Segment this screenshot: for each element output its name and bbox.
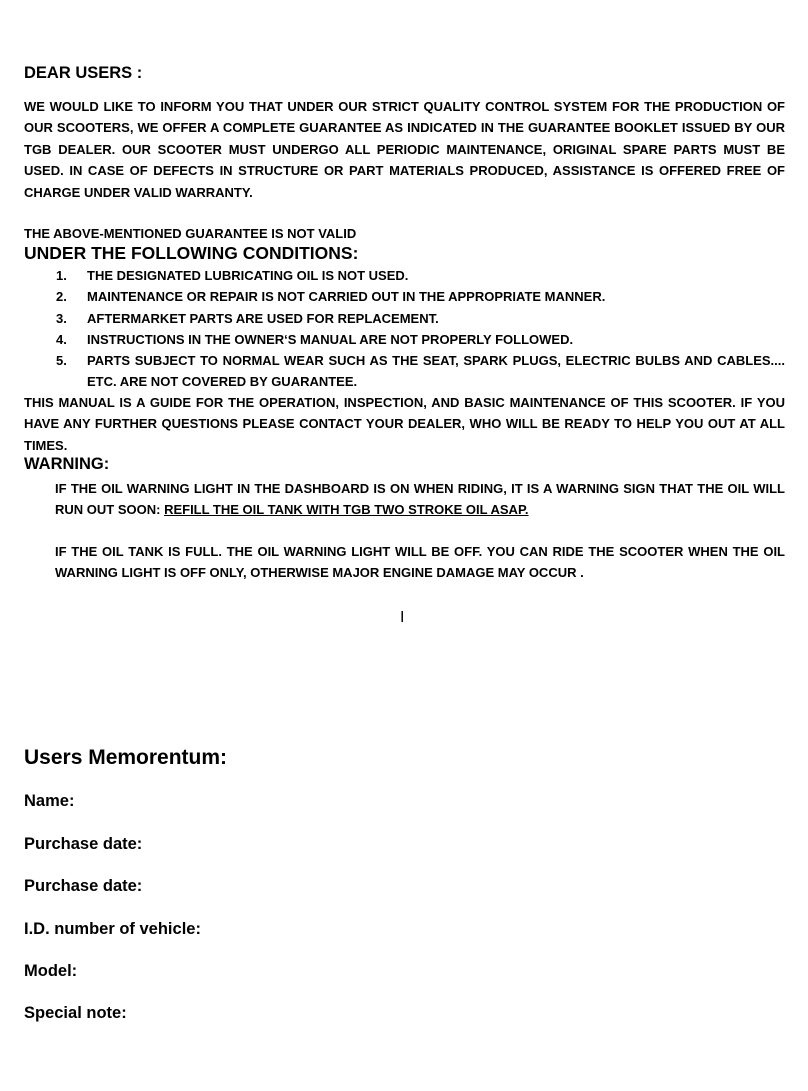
warning-paragraph-2: IF THE OIL TANK IS FULL. THE OIL WARNING LIGHT WILL BE OFF. YOU CAN RIDE THE SCOOTER WHEN THE OIL WARNING LIGHT IS OFF ONLY, OTHERWISE MAJOR ENGINE DAMAGE MAY OCCUR .: [55, 544, 785, 581]
memo-field-purchase-date-2: Purchase date:: [24, 877, 143, 895]
memo-field-name: Name:: [24, 792, 75, 810]
condition-number: 3.: [56, 310, 67, 326]
condition-text: AFTERMARKET PARTS ARE USED FOR REPLACEMENT.: [87, 310, 439, 326]
manual-note-paragraph: THIS MANUAL IS A GUIDE FOR THE OPERATION, INSPECTION, AND BASIC MAINTENANCE OF THIS SCOOTER. IF YOU HAVE ANY FURTHER QUESTIONS PLEASE CONTACT YOUR DEALER, WHO WILL BE READY TO HELP YOU OUT AT ALL TIMES.: [24, 395, 785, 453]
condition-item: [24, 265, 785, 286]
warning-heading: WARNING:: [24, 455, 110, 473]
condition-text: PARTS SUBJECT TO NORMAL WEAR SUCH AS THE SEAT, SPARK PLUGS, ELECTRIC BULBS AND CABLES.... ETC. ARE NOT COVERED BY GUARANTEE.: [87, 353, 785, 390]
condition-item: [24, 308, 785, 329]
condition-item: [24, 350, 785, 393]
condition-number: 1.: [56, 268, 67, 283]
condition-text: MAINTENANCE OR REPAIR IS NOT CARRIED OUT IN THE APPROPRIATE MANNER.: [87, 289, 606, 305]
intro-paragraph: WE WOULD LIKE TO INFORM YOU THAT UNDER OUR STRICT QUALITY CONTROL SYSTEM FOR THE PRODUCTION OF OUR SCOOTERS, WE OFFER A COMPLETE GUARANTEE AS INDICATED IN THE GUARANTEE BOOKLET ISSUED BY OUR TGB DEALER. OUR SCOOTER MUST UNDERGO ALL PERIODIC MAINTENANCE, ORIGINAL SPARE PARTS MUST BE USED. IN CASE OF DEFECTS IN STRUCTURE OR PART MATERIALS PRODUCED, ASSISTANCE IS OFFERED FREE OF CHARGE UNDER VALID WARRANTY.: [24, 99, 785, 200]
dear-users-heading: DEAR USERS :: [24, 64, 143, 82]
memo-field-special-note: Special note:: [24, 1004, 127, 1022]
conditions-list: [24, 265, 785, 393]
condition-item: [24, 329, 785, 350]
users-memo-heading: Users Memorentum:: [24, 746, 228, 769]
condition-number: 5.: [56, 353, 67, 369]
warning-1-text: IF THE OIL WARNING LIGHT IN THE DASHBOARD IS ON WHEN RIDING, IT IS A WARNING SIGN THAT THE OIL WILL RUN OUT SOON:: [55, 481, 785, 518]
page-marker: I: [400, 609, 405, 626]
condition-item: [24, 286, 785, 307]
warning-paragraph-1: [55, 478, 785, 521]
conditions-heading: UNDER THE FOLLOWING CONDITIONS:: [24, 243, 359, 263]
condition-number: 2.: [56, 289, 67, 305]
warning-1-emphasis: REFILL THE OIL TANK WITH TGB TWO STROKE OIL ASAP.: [164, 502, 529, 518]
condition-text: INSTRUCTIONS IN THE OWNER‘S MANUAL ARE NOT PROPERLY FOLLOWED.: [87, 331, 574, 347]
memo-field-vehicle-id: I.D. number of vehicle:: [24, 920, 201, 938]
guarantee-not-valid-text: THE ABOVE-MENTIONED GUARANTEE IS NOT VALID: [24, 226, 357, 241]
condition-text: THE DESIGNATED LUBRICATING OIL IS NOT USED.: [87, 268, 409, 283]
memo-field-purchase-date: Purchase date:: [24, 835, 143, 853]
condition-number: 4.: [56, 331, 67, 347]
memo-field-model: Model:: [24, 962, 78, 980]
